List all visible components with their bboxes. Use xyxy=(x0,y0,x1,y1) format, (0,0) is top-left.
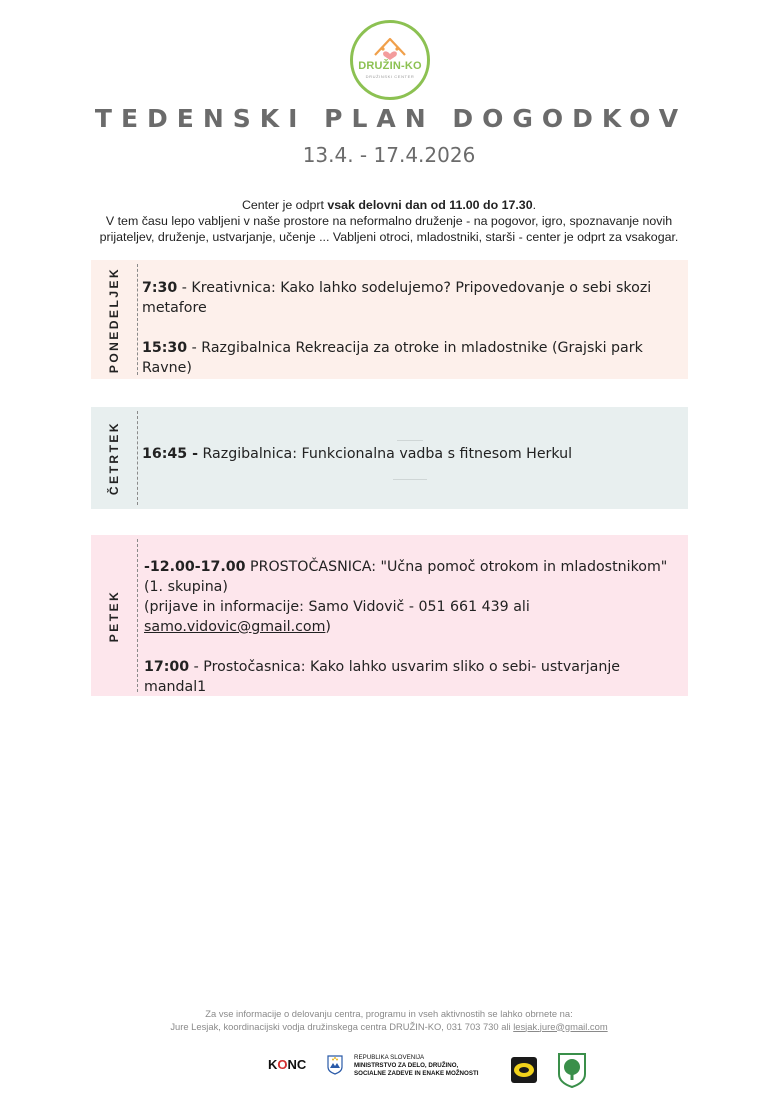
event-item xyxy=(144,657,678,697)
event-text: - Razgibalnica Rekreacija za otroke in mladostnike (Grajski park Ravne) xyxy=(142,340,643,376)
friday-events xyxy=(144,557,678,697)
intro-line-1 xyxy=(60,197,718,213)
event-text: PROSTOČASNICA: "Učna pomoč otrokom in mladostnikom" (1. skupina) xyxy=(144,559,668,595)
intro-l1-pre: Center je odprt xyxy=(241,198,328,212)
page-title: TEDENSKI PLAN DOGODKOV xyxy=(94,104,688,133)
dashed-divider xyxy=(137,411,138,505)
konc-k: K xyxy=(268,1057,278,1072)
monday-events xyxy=(142,278,678,378)
event-item xyxy=(142,444,678,464)
druzin-ko-logo xyxy=(350,20,430,100)
slovenia-coat-of-arms-icon xyxy=(327,1055,343,1075)
event-time: 7:30 xyxy=(142,280,178,296)
event-item xyxy=(142,338,678,378)
day-label-friday: PETEK xyxy=(107,589,121,642)
konc-o: O xyxy=(277,1057,288,1072)
day-block-thursday xyxy=(91,407,688,509)
event-item xyxy=(144,557,678,597)
tree-crest-icon xyxy=(557,1052,587,1088)
ministry-line-3: SOCIALNE ZADEVE IN ENAKE MOŽNOSTI xyxy=(354,1070,479,1078)
day-block-friday xyxy=(91,535,688,696)
opening-hours: vsak delovni dan od 11.00 do 17.30 xyxy=(327,198,533,212)
event-contact xyxy=(144,597,678,637)
konc-nc: NC xyxy=(287,1057,307,1072)
event-text: - Prostočasnica: Kako lahko usvarim sliko o sebi- ustvarjanje mandal1 xyxy=(144,659,621,695)
contact-email-link[interactable]: samo.vidovic@gmail.com xyxy=(144,619,326,635)
ministry-line-2: MINISTRSTVO ZA DELO, DRUŽINO, xyxy=(354,1062,459,1070)
day-label-column xyxy=(91,407,137,509)
ring-logo-icon xyxy=(511,1057,537,1083)
day-label-monday: PONEDELJEK xyxy=(107,266,121,373)
footer-line-2-text: Jure Lesjak, koordinacijski vodja družinskega centra DRUŽIN-KO, 031 703 730 ali xyxy=(170,1020,514,1032)
date-range: 13.4. - 17.4.2026 xyxy=(302,143,476,167)
ministry-line-1: REPUBLIKA SLOVENIJA xyxy=(354,1054,425,1061)
logo-name: DRUŽIN-KO xyxy=(358,60,422,72)
event-text: - Kreativnica: Kako lahko sodelujemo? Pripovedovanje o sebi skozi metafore xyxy=(142,280,652,316)
event-time: 16:45 - xyxy=(142,446,198,462)
sponsor-logos xyxy=(0,1050,778,1090)
faint-rule xyxy=(393,479,427,480)
ministry-logo-text xyxy=(354,1054,478,1079)
konc-logo xyxy=(268,1057,306,1072)
day-block-monday xyxy=(91,260,688,379)
contact-info: (prijave in informacije: Samo Vidovič - 051 661 439 ali xyxy=(144,599,530,615)
footer-line-1: Za vse informacije o delovanju centra, programu in vseh aktivnostih se lahko obrnete na: xyxy=(205,1008,573,1019)
intro-text xyxy=(60,197,718,245)
day-label-column xyxy=(91,260,137,379)
event-item xyxy=(142,278,678,318)
footer-contact xyxy=(0,1008,778,1033)
day-label-column xyxy=(91,535,137,696)
day-label-thursday: ČETRTEK xyxy=(107,420,121,496)
intro-line-3: prijateljev, druženje, ustvarjanje, učenje ... Vabljeni otroci, mladostniki, starši - center je odprt za vsakogar. xyxy=(99,230,679,244)
intro-line-2: V tem času lepo vabljeni v naše prostore na neformalno druženje - na pogovor, igro, spoznavanje novih xyxy=(105,214,673,228)
event-text: Razgibalnica: Funkcionalna vadba s fitnesom Herkul xyxy=(198,446,573,462)
dashed-divider xyxy=(137,539,138,692)
event-time: 17:00 xyxy=(144,659,190,675)
dashed-divider xyxy=(137,264,138,375)
contact-close: ) xyxy=(325,619,331,635)
thursday-events xyxy=(142,444,678,464)
event-time: -12.00-17.00 xyxy=(144,559,246,575)
logo-subtitle: DRUŽINSKI CENTER xyxy=(365,74,415,79)
faint-rule xyxy=(397,440,423,441)
event-time: 15:30 xyxy=(142,340,188,356)
footer-line-2 xyxy=(0,1021,778,1034)
intro-l1-post: . xyxy=(532,198,537,212)
footer-email-link[interactable]: lesjak.jure@gmail.com xyxy=(513,1020,608,1032)
